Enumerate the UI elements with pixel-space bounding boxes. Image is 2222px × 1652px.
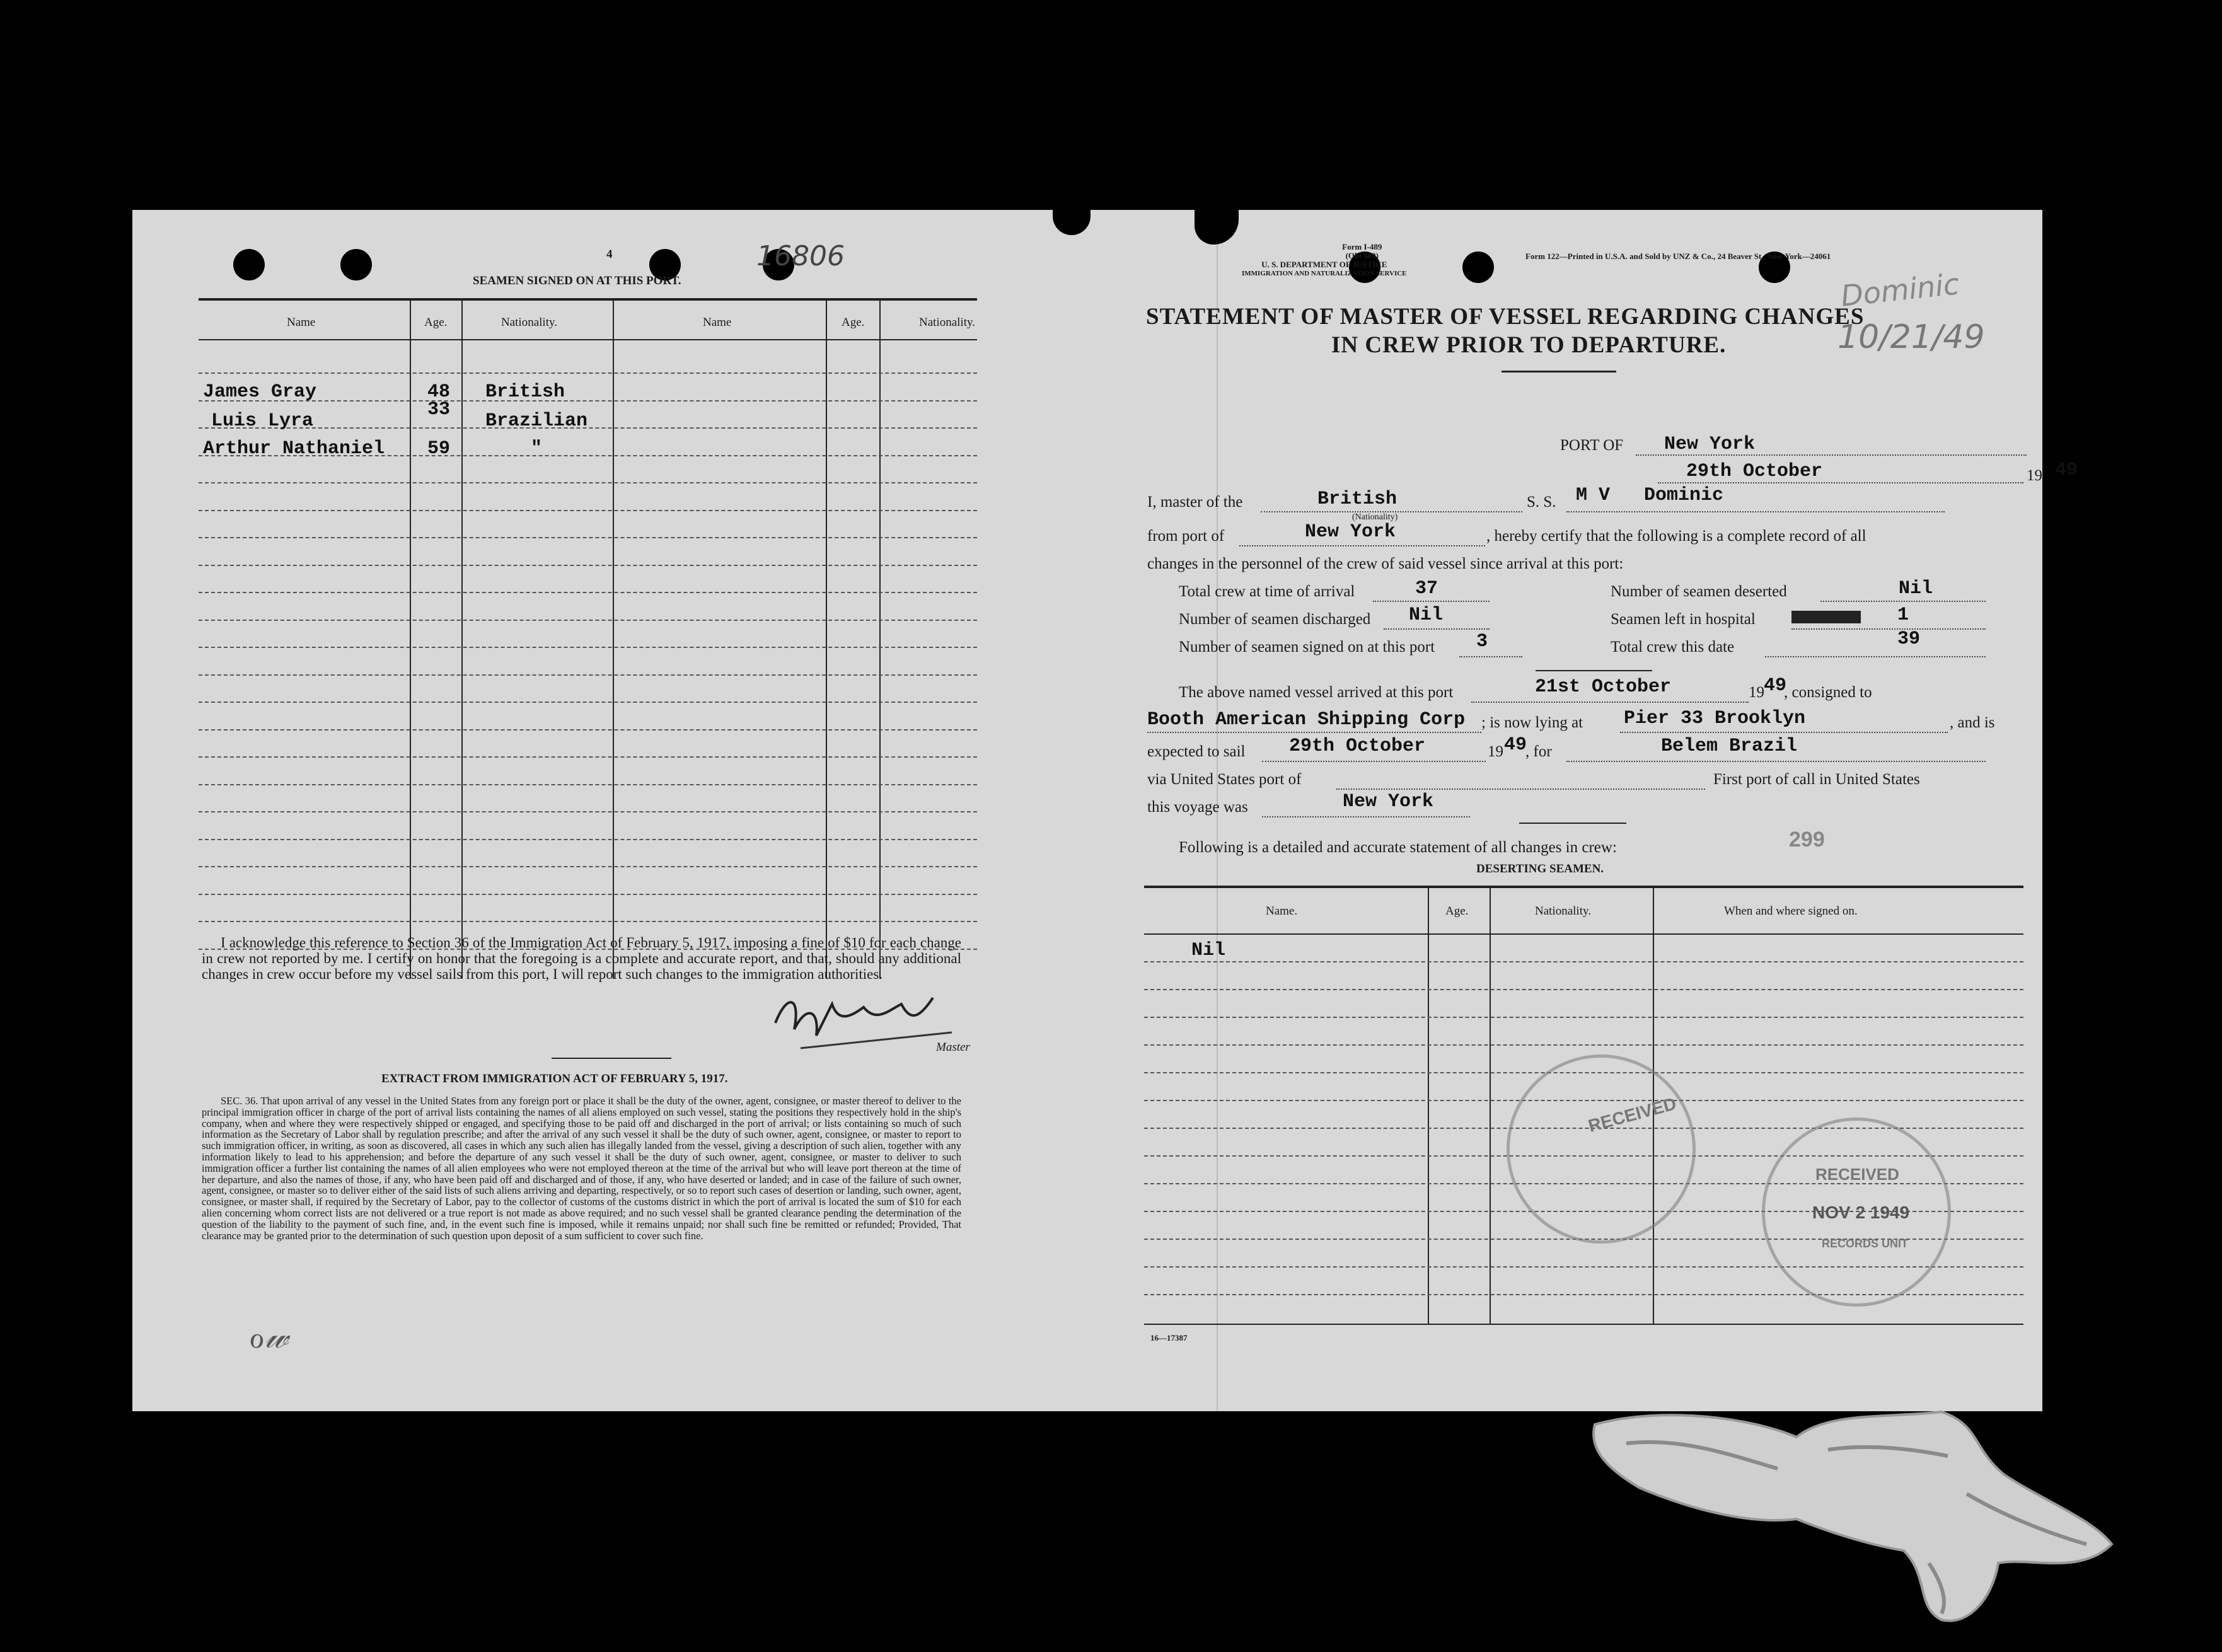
table-row-line — [199, 482, 977, 483]
expected-value: 29th October — [1289, 736, 1426, 757]
hospital-label: Seamen left in hospital — [1611, 611, 1756, 628]
from-port-label: from port of — [1147, 528, 1225, 545]
seaman-nationality: British — [485, 381, 565, 403]
vessel-underline — [1566, 511, 1945, 512]
and-is: , and is — [1950, 714, 1995, 731]
table-row-line — [199, 839, 977, 840]
left-title: SEAMEN SIGNED ON AT THIS PORT. — [473, 274, 681, 287]
discharged-value: Nil — [1409, 604, 1444, 626]
table-row-line — [199, 894, 977, 895]
column-header-nationality: Nationality. — [501, 316, 557, 329]
expected-underline — [1262, 761, 1486, 762]
table-row-line — [199, 702, 977, 703]
for-underline — [1566, 761, 1986, 762]
punch-hole — [1462, 251, 1494, 283]
consignee-underline — [1147, 732, 1481, 733]
column-header-nationality: Nationality. — [919, 316, 975, 329]
total-crew-arrival-value: 37 — [1415, 578, 1438, 599]
form-title-line2: IN CREW PRIOR TO DEPARTURE. — [1331, 332, 1727, 358]
changes-text: changes in the personnel of the crew of said vessel since arrival at this port: — [1147, 555, 1624, 572]
seaman-age: 48 — [427, 381, 451, 403]
seaman-nationality: Brazilian — [485, 410, 588, 432]
column-header-name: Name — [287, 316, 316, 329]
form-id: Form I-489 — [1342, 242, 1382, 251]
consignee-value: Booth American Shipping Corp — [1147, 709, 1466, 731]
handwritten-date: 10/21/49 — [1837, 318, 1985, 356]
seaman-name: Luis Lyra — [211, 410, 314, 432]
following-text: Following is a detailed and accurate statement of all changes in crew: — [1179, 839, 1617, 856]
divider — [1519, 823, 1626, 824]
column-header-age: Age. — [842, 316, 865, 329]
arrived-underline — [1471, 702, 1749, 703]
stat-underline — [1791, 628, 1986, 630]
stat-underline — [1820, 601, 1986, 602]
tape-residue — [1588, 1399, 2124, 1639]
table-row-line — [199, 756, 977, 758]
stat-underline — [1384, 628, 1490, 630]
deserted-value: Nil — [1899, 578, 1933, 599]
column-header-age: Age. — [1445, 904, 1469, 918]
column-divider — [1428, 886, 1429, 1324]
table-row-line — [199, 565, 977, 566]
for-value: Belem Brazil — [1661, 736, 1798, 757]
voyage-label: this voyage was — [1147, 799, 1248, 816]
form-title-line1: STATEMENT OF MASTER OF VESSEL REGARDING CHANGES — [1146, 304, 1865, 330]
column-divider — [1490, 886, 1491, 1324]
divider — [552, 1058, 671, 1059]
port-label: PORT OF — [1560, 437, 1624, 454]
form-old: (Old 489) — [1345, 251, 1379, 260]
column-header-signed-on: When and where signed on. — [1724, 904, 1858, 918]
column-header-name: Name. — [1266, 904, 1298, 918]
date-underline — [1658, 482, 2023, 483]
seaman-nationality: " — [531, 438, 543, 459]
arrived-year-prefix: 19 — [1749, 684, 1764, 701]
seaman-age: 59 — [427, 438, 451, 459]
port-value: New York — [1664, 434, 1756, 455]
via-label: via United States port of — [1147, 771, 1302, 788]
department: U. S. DEPARTMENT OF JUSTICE — [1261, 260, 1387, 269]
year-prefix: 19 — [2027, 467, 2042, 484]
service: IMMIGRATION AND NATURALIZATION SERVICE — [1242, 270, 1407, 277]
pencil-initials: ℴ𝓌 — [249, 1316, 289, 1356]
stamp-number: 299 — [1789, 828, 1825, 852]
lying-value: Pier 33 Brooklyn — [1624, 708, 1806, 729]
table-row-line — [199, 866, 977, 867]
lying-underline — [1620, 732, 1948, 733]
table-top-border — [199, 298, 977, 301]
table-row-line — [199, 784, 977, 785]
consigned-label: , consigned to — [1784, 684, 1872, 701]
received-stamp-text: RECEIVED — [1586, 1094, 1679, 1136]
first-port-label: First port of call in United States — [1713, 771, 1920, 788]
stat-underline — [1459, 656, 1522, 657]
handwritten-number: 16806 — [756, 240, 845, 272]
seaman-name: Arthur Nathaniel — [203, 438, 385, 459]
table-row-line — [1144, 1017, 2023, 1018]
records-stamp-text: RECEIVED — [1815, 1165, 1899, 1184]
redacted-mark — [1791, 611, 1861, 623]
discharged-label: Number of seamen discharged — [1179, 611, 1371, 628]
expected-year: 49 — [1504, 734, 1527, 756]
table-row-line — [199, 729, 977, 731]
from-port-underline — [1239, 545, 1485, 546]
total-crew-arrival-label: Total crew at time of arrival — [1179, 583, 1355, 600]
punch-hole — [340, 249, 372, 280]
signed-on-value: 3 — [1476, 631, 1488, 652]
table-row-line — [199, 674, 977, 676]
date-value: 29th October — [1686, 461, 1823, 482]
deserting-title: DESERTING SEAMEN. — [1476, 862, 1604, 875]
document-sheet — [132, 210, 2078, 1411]
page-number: 4 — [606, 248, 613, 261]
torn-edge — [1195, 210, 1239, 245]
table-row-line — [1144, 961, 2023, 962]
signed-on-label: Number of seamen signed on at this port — [1179, 638, 1435, 656]
table-row-line — [199, 811, 977, 812]
table-row-line — [199, 427, 977, 429]
from-port-value: New York — [1305, 521, 1396, 543]
records-stamp-unit: RECORDS UNIT — [1822, 1237, 1909, 1250]
vessel-value: M V Dominic — [1576, 485, 1724, 506]
ss-label: S. S. — [1527, 494, 1556, 511]
printer-line: Form 122—Printed in U.S.A. and Sold by UNZ & Co., 24 Beaver St., New York—24061 — [1525, 251, 1831, 261]
stat-underline — [1373, 601, 1490, 602]
table-row-line — [199, 510, 977, 511]
table-row-line — [1144, 1044, 2023, 1046]
form-header — [1242, 243, 1407, 278]
for-label: , for — [1525, 743, 1552, 760]
arrived-year: 49 — [1764, 675, 1787, 696]
lying-label: ; is now lying at — [1481, 714, 1583, 731]
column-header-name: Name — [703, 316, 732, 329]
title-rule — [1502, 371, 1616, 373]
acknowledgement-text: I acknowledge this reference to Section 36 of the Immigration Act of February 5, 1917, imposing a fine of $10 for each change in crew not reported by me. I certify on honor that the foregoing is a complete and accurate report, and that, should any additional changes in crew occur before my vessel sails from this port, I will report such changes to the immigration authorities. — [202, 935, 961, 982]
nationality-value: British — [1317, 488, 1397, 510]
table-row-line — [1144, 989, 2023, 990]
expected-label: expected to sail — [1147, 743, 1246, 760]
table-row-line — [199, 620, 977, 621]
expected-year-prefix: 19 — [1488, 743, 1503, 760]
master-label: Master — [936, 1041, 970, 1054]
arrived-value: 21st October — [1535, 676, 1672, 698]
records-stamp-date: NOV 2 1949 — [1812, 1203, 1910, 1222]
arrived-label: The above named vessel arrived at this port — [1179, 684, 1454, 701]
column-header-nationality: Nationality. — [1535, 904, 1591, 918]
punch-hole — [233, 249, 265, 280]
deserted-label: Number of seamen deserted — [1611, 583, 1787, 600]
stat-underline — [1765, 656, 1986, 657]
table-row-line — [199, 647, 977, 648]
deserting-value: Nil — [1191, 940, 1226, 961]
hospital-value: 1 — [1897, 604, 1909, 626]
footer-code: 16—17387 — [1150, 1333, 1188, 1343]
table-row-line — [199, 537, 977, 538]
divider — [1536, 670, 1652, 671]
total-crew-date-value: 39 — [1897, 628, 1921, 650]
nationality-caption: (Nationality) — [1352, 512, 1398, 522]
extract-text: SEC. 36. That upon arrival of any vessel in the United States from any foreign port or place it shall be the duty of the owner, agent, consignee, or master thereof to deliver to the principal immigration officer in charge of the port of arrival lists containing the names of all aliens employed on such vessel, stating the positions they respectively hold in the ship's company, when and where they were respectively shipped or engaged, and specifying those to be paid off and discharged in the port of arrival; or lists containing so much of such information as the Secretary of Labor shall by regulation prescribe; and after the arrival of any such vessel it shall be the duty of such owner, agent, consignee, or master to report to such immigration officer, in writing, as soon as discovered, all cases in which any such alien has illegally landed from the vessel, giving a description of such alien, together with any information likely to lead to his apprehension; and before the departure of any such vessel it shall be the duty of such owner, agent, consignee, or master to deliver to such immigration officer a further list containing the names of all alien employees who were not employed thereon at the time of the arrival but who will leave port thereon at the time of her departure, and also the names of those, if any, who have been paid off and discharged and of those, if any, who have deserted or landed; and in case of the failure of such owner, agent, consignee, or master so to deliver either of the said lists of such aliens arriving and departing, respectively, or so to report such cases of desertion or landing, such owner, agent, consignee, or master shall, if required by the Secretary of Labor, pay to the collector of customs of the customs district in which the port of arrival is located the sum of $10 for each alien concerning whom correct lists are not delivered or a true report is not made as above required; and no such vessel shall be granted clearance pending the determination of the question of the liability to the payment of such fine, and, in the event such fine is imposed, while it remains unpaid; nor shall such fine be remitted or refunded; Provided, That clearance may be granted prior to the determination of such question upon deposit of a sum sufficient to cover such fine. — [202, 1095, 961, 1242]
table-row-line — [199, 921, 977, 922]
seaman-age: 33 — [427, 399, 451, 420]
master-of-label: I, master of the — [1147, 494, 1243, 511]
table-header-border — [199, 339, 977, 340]
voyage-value: New York — [1343, 791, 1434, 812]
extract-title: EXTRACT FROM IMMIGRATION ACT OF FEBRUARY 5, 1917. — [381, 1072, 728, 1085]
received-stamp — [1507, 1054, 1696, 1244]
deserting-table-header-border — [1144, 933, 2023, 935]
via-underline — [1336, 788, 1705, 790]
table-row-line — [199, 373, 977, 374]
year-value: 49 — [2055, 459, 2078, 481]
torn-edge — [1053, 210, 1091, 235]
seaman-name: James Gray — [203, 381, 317, 403]
handwritten-vessel: Dominic — [1839, 267, 1961, 313]
column-header-age: Age. — [424, 316, 448, 329]
deserting-table-bottom — [1144, 1324, 2023, 1325]
voyage-underline — [1262, 816, 1470, 817]
table-row-line — [199, 592, 977, 593]
deserting-table-top — [1144, 886, 2023, 888]
certify-text: , hereby certify that the following is a complete record of all — [1486, 528, 1866, 545]
total-crew-date-label: Total crew this date — [1611, 638, 1735, 656]
